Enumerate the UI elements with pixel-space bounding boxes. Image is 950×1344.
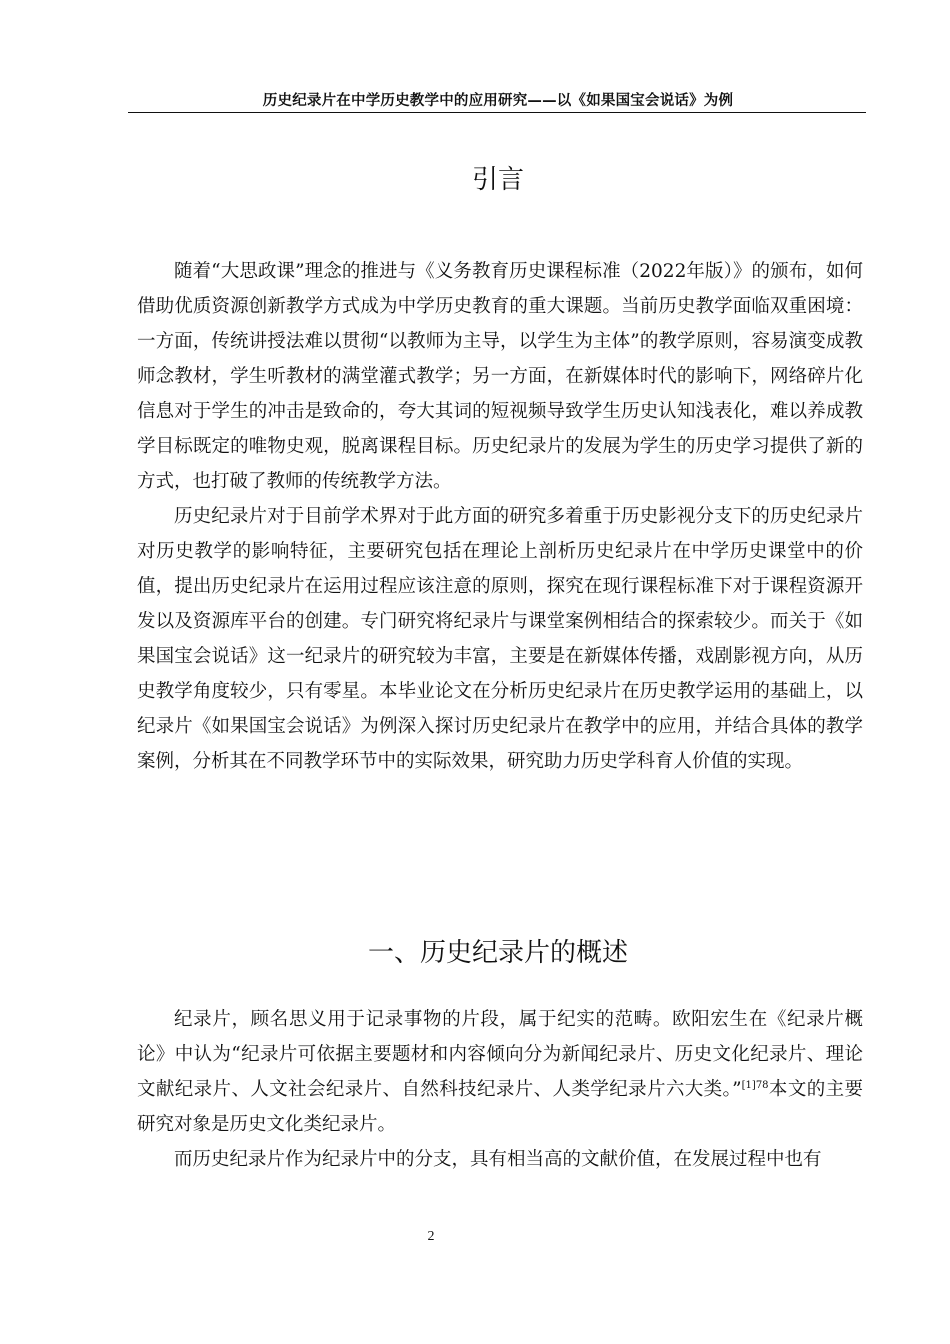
intro-paragraph-2: 历史纪录片对于目前学术界对于此方面的研究多着重于历史影视分支下的历史纪录片对历史教学的影响特征，主要研究包括在理论上剖析历史纪录片在中学历史课堂中的价值，提出历史纪录片在运用过程应该注意的原则，探究在现行课程标准下对于课程资源开发以及资源库平台的创建。专门研究将纪录片与课堂案例相结合的探索较少。而关于《如果国宝会说话》这一纪录片的研究较为丰富，主要是在新媒体传播，戏剧影视方向，从历史教学角度较少，只有零星。本毕业论文在分析历史纪录片在历史教学运用的基础上，以纪录片《如果国宝会说话》为例深入探讨历史纪录片在教学中的应用，并结合具体的教学案例，分析其在不同教学环节中的实际效果，研究助力历史学科育人价值的实现。 <box>137 506 863 772</box>
intro-paragraph-1: 随着“大思政课”理念的推进与《义务教育历史课程标准（2022年版）》的颁布，如何借助优质资源创新教学方式成为中学历史教育的重大课题。当前历史教学面临双重困境：一方面，传统讲授法难以贯彻“以教师为主导，以学生为主体”的教学原则，容易演变成教师念教材，学生听教材的满堂灌式教学；另一方面，在新媒体时代的影响下，网络碎片化信息对于学生的冲击是致命的，夸大其词的短视频导致学生历史认知浅表化，难以养成教学目标既定的唯物史观，脱离课程目标。历史纪录片的发展为学生的历史学习提供了新的方式，也打破了教师的传统教学方法。 <box>137 261 863 492</box>
running-header: 历史纪录片在中学历史教学中的应用研究——以《如果国宝会说话》为例 <box>262 93 734 109</box>
intro-title: 引言 <box>471 165 524 196</box>
section-1-paragraph-1-text: 纪录片，顾名思义用于记录事物的片段，属于纪实的范畴。欧阳宏生在《纪录片概论》中认为“纪录片可依据主要题材和内容倾向分为新闻纪录片、历史文化纪录片、理论文献纪录片、人文社会纪录片、自然科技纪录片、人类学纪录片六大类。” <box>137 1009 863 1100</box>
header-divider <box>128 112 866 113</box>
section-1-body <box>137 1002 863 1177</box>
citation-marker: [1]78 <box>741 1079 769 1091</box>
section-1-paragraph-1-tail: 本文的主要研究对象是历史文化类纪录片。 <box>137 1079 863 1135</box>
section-1-title: 一、历史纪录片的概述 <box>367 937 628 968</box>
section-1-paragraph-1 <box>137 1002 863 1142</box>
intro-body <box>137 254 863 779</box>
page-number: 2 <box>427 1229 435 1244</box>
section-1-paragraph-2: 而历史纪录片作为纪录片中的分支，具有相当高的文献价值，在发展过程中也有 <box>174 1149 822 1170</box>
